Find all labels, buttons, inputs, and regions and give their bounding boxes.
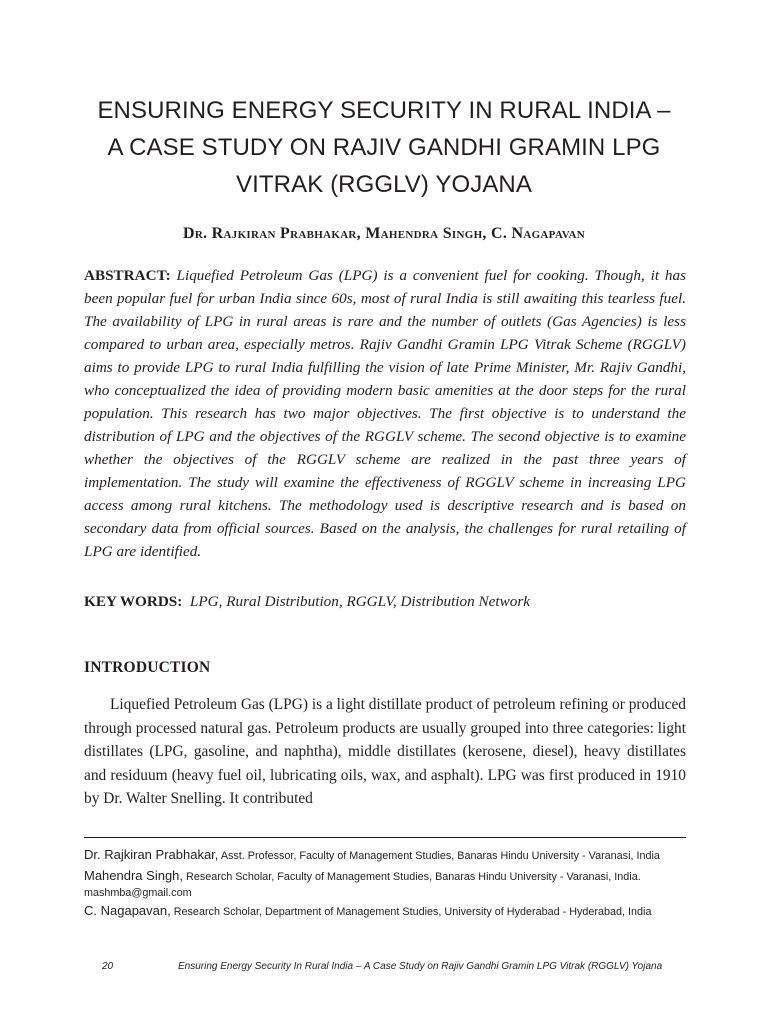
footnote-name: Dr. Rajkiran Prabhakar, <box>84 847 219 862</box>
abstract-label: ABSTRACT: <box>84 267 171 284</box>
title-line-3: VITRAK (RGGLV) YOJANA <box>236 171 532 198</box>
footnote-detail: Asst. Professor, Faculty of Management Studies, Banaras Hindu University - Varanasi, India <box>220 850 660 862</box>
footnote-detail: Research Scholar, Department of Management Studies, University of Hyderabad - Hyderabad, India <box>173 906 652 918</box>
keywords <box>84 590 686 613</box>
title-line-1: ENSURING ENERGY SECURITY IN RURAL INDIA – <box>97 97 671 124</box>
author-list: Dr. Rajkiran Prabhakar, Mahendra Singh, C. Nagapavan <box>182 225 586 242</box>
abstract <box>84 264 686 563</box>
abstract-text: Liquefied Petroleum Gas (LPG) is a convenient fuel for cooking. Though, it has been popular fuel for urban India since 60s, most of rural India is still awaiting this tearless fuel. The availability of LPG in rural areas is rare and the number of outlets (Gas Agencies) is less compared to urban area, especially metros. Rajiv Gandhi Gramin LPG Vitrak Scheme (RGGLV) aims to provide LPG to rural India fulfilling the vision of late Prime Minister, Mr. Rajiv Gandhi, who conceptualized the idea of providing modern basic amenities at the door steps for the rural population. This research has two major objectives. The first objective is to understand the distribution of LPG and the objectives of the RGGLV scheme. The second objective is to examine whether the objectives of the RGGLV scheme are realized in the past three years of implementation. The study will examine the effectiveness of RGGLV scheme in increasing LPG access among rural kitchens. The methodology used is descriptive research and is based on secondary data from official sources. Based on the analysis, the challenges for rural retailing of LPG are identified. <box>84 267 687 560</box>
footnote-divider <box>84 837 686 838</box>
footnote-name: C. Nagapavan, <box>84 903 171 918</box>
footnote-name: Mahendra Singh, <box>84 868 184 883</box>
keywords-text: LPG, Rural Distribution, RGGLV, Distribution Network <box>189 593 530 610</box>
introduction-heading: INTRODUCTION <box>84 659 211 676</box>
author-footnotes <box>84 847 688 924</box>
footnote-author-2 <box>84 868 688 901</box>
running-title: Ensuring Energy Security In Rural India – A Case Study on Rajiv Gandhi Gramin LPG Vitrak (RGGLV) Yojana <box>178 961 663 972</box>
keywords-label: KEY WORDS: <box>84 593 183 610</box>
paper-title <box>60 92 708 203</box>
footnote-author-1 <box>84 847 688 864</box>
introduction-paragraph: Liquefied Petroleum Gas (LPG) is a light distillate product of petroleum refining or produced through processed natural gas. Petroleum products are usually grouped into three categories: light distillates (LPG, gasoline, and naphtha), middle distillates (kerosene, diesel), heavy distillates and residuum (heavy fuel oil, lubricating oils, wax, and asphalt). LPG was first produced in 1910 by Dr. Walter Snelling. It contributed <box>84 696 686 807</box>
footnote-author-3 <box>84 903 688 920</box>
title-line-2: A CASE STUDY ON RAJIV GANDHI GRAMIN LPG <box>107 134 661 161</box>
footnote-detail: Research Scholar, Faculty of Management Studies, Banaras Hindu University - Varanasi, India. mashmba@gmail.com <box>84 871 641 899</box>
page-number: 20 <box>102 961 114 972</box>
